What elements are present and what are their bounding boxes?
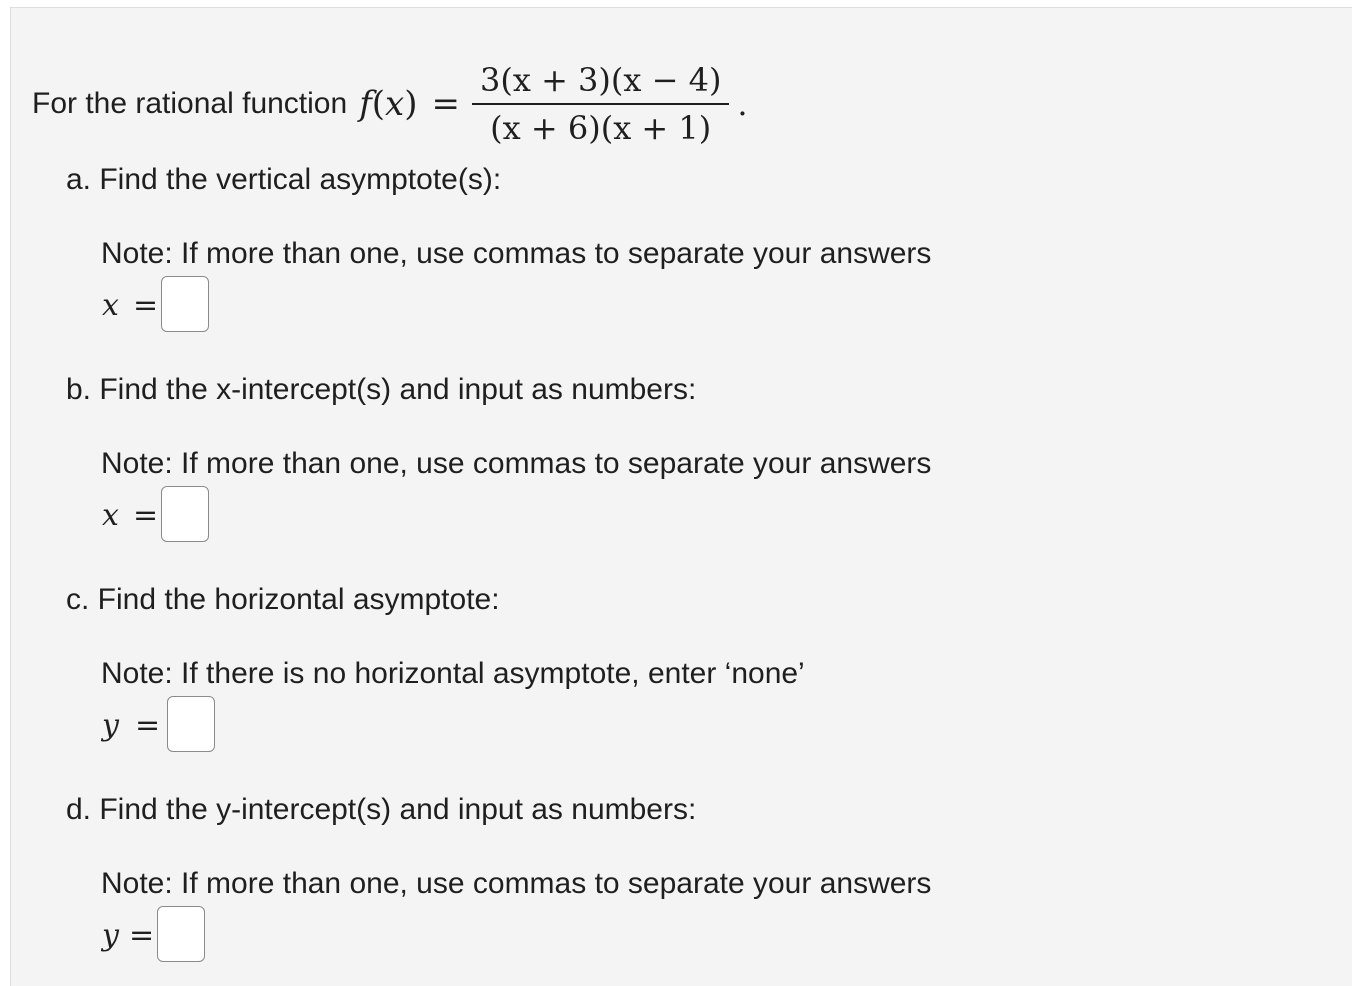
part-a-variable: x [102, 288, 119, 323]
question-intro [32, 59, 748, 149]
function-equals: = [431, 84, 460, 124]
part-c-note: Note: If there is no horizontal asymptote, enter ‘none’ [101, 657, 805, 690]
part-d-equals: = [129, 918, 155, 953]
function-close-paren: ) [404, 84, 418, 124]
part-d-heading: d. Find the y-intercept(s) and input as numbers: [66, 793, 697, 826]
intro-period: . [737, 85, 748, 123]
y-intercept-input[interactable] [157, 906, 205, 962]
rational-expression [472, 59, 729, 149]
part-d-note: Note: If more than one, use commas to separate your answers [101, 867, 932, 900]
function-variable: x [385, 84, 405, 124]
function-name: f [359, 84, 372, 124]
part-a-equals: = [133, 288, 159, 323]
x-intercept-input[interactable] [161, 486, 209, 542]
vertical-asymptote-input[interactable] [161, 276, 209, 332]
numerator: 3(x + 3)(x − 4) [480, 61, 722, 99]
part-d-variable: y [102, 918, 119, 953]
question-panel [10, 7, 1352, 986]
part-c-equals: = [135, 708, 161, 743]
horizontal-asymptote-input[interactable] [167, 696, 215, 752]
intro-text: For the rational function [32, 87, 348, 120]
part-b-variable: x [102, 498, 119, 533]
part-b-heading: b. Find the x-intercept(s) and input as numbers: [66, 373, 697, 406]
part-b-equals: = [133, 498, 159, 533]
part-a-note: Note: If more than one, use commas to separate your answers [101, 237, 932, 270]
denominator: (x + 6)(x + 1) [490, 109, 712, 147]
part-b-note: Note: If more than one, use commas to separate your answers [101, 447, 932, 480]
part-a-heading: a. Find the vertical asymptote(s): [66, 163, 502, 196]
function-open-paren: ( [371, 84, 386, 124]
function-notation [359, 84, 418, 124]
part-c-heading: c. Find the horizontal asymptote: [66, 583, 500, 616]
fraction-bar [472, 103, 729, 105]
part-c-variable: y [102, 708, 119, 743]
